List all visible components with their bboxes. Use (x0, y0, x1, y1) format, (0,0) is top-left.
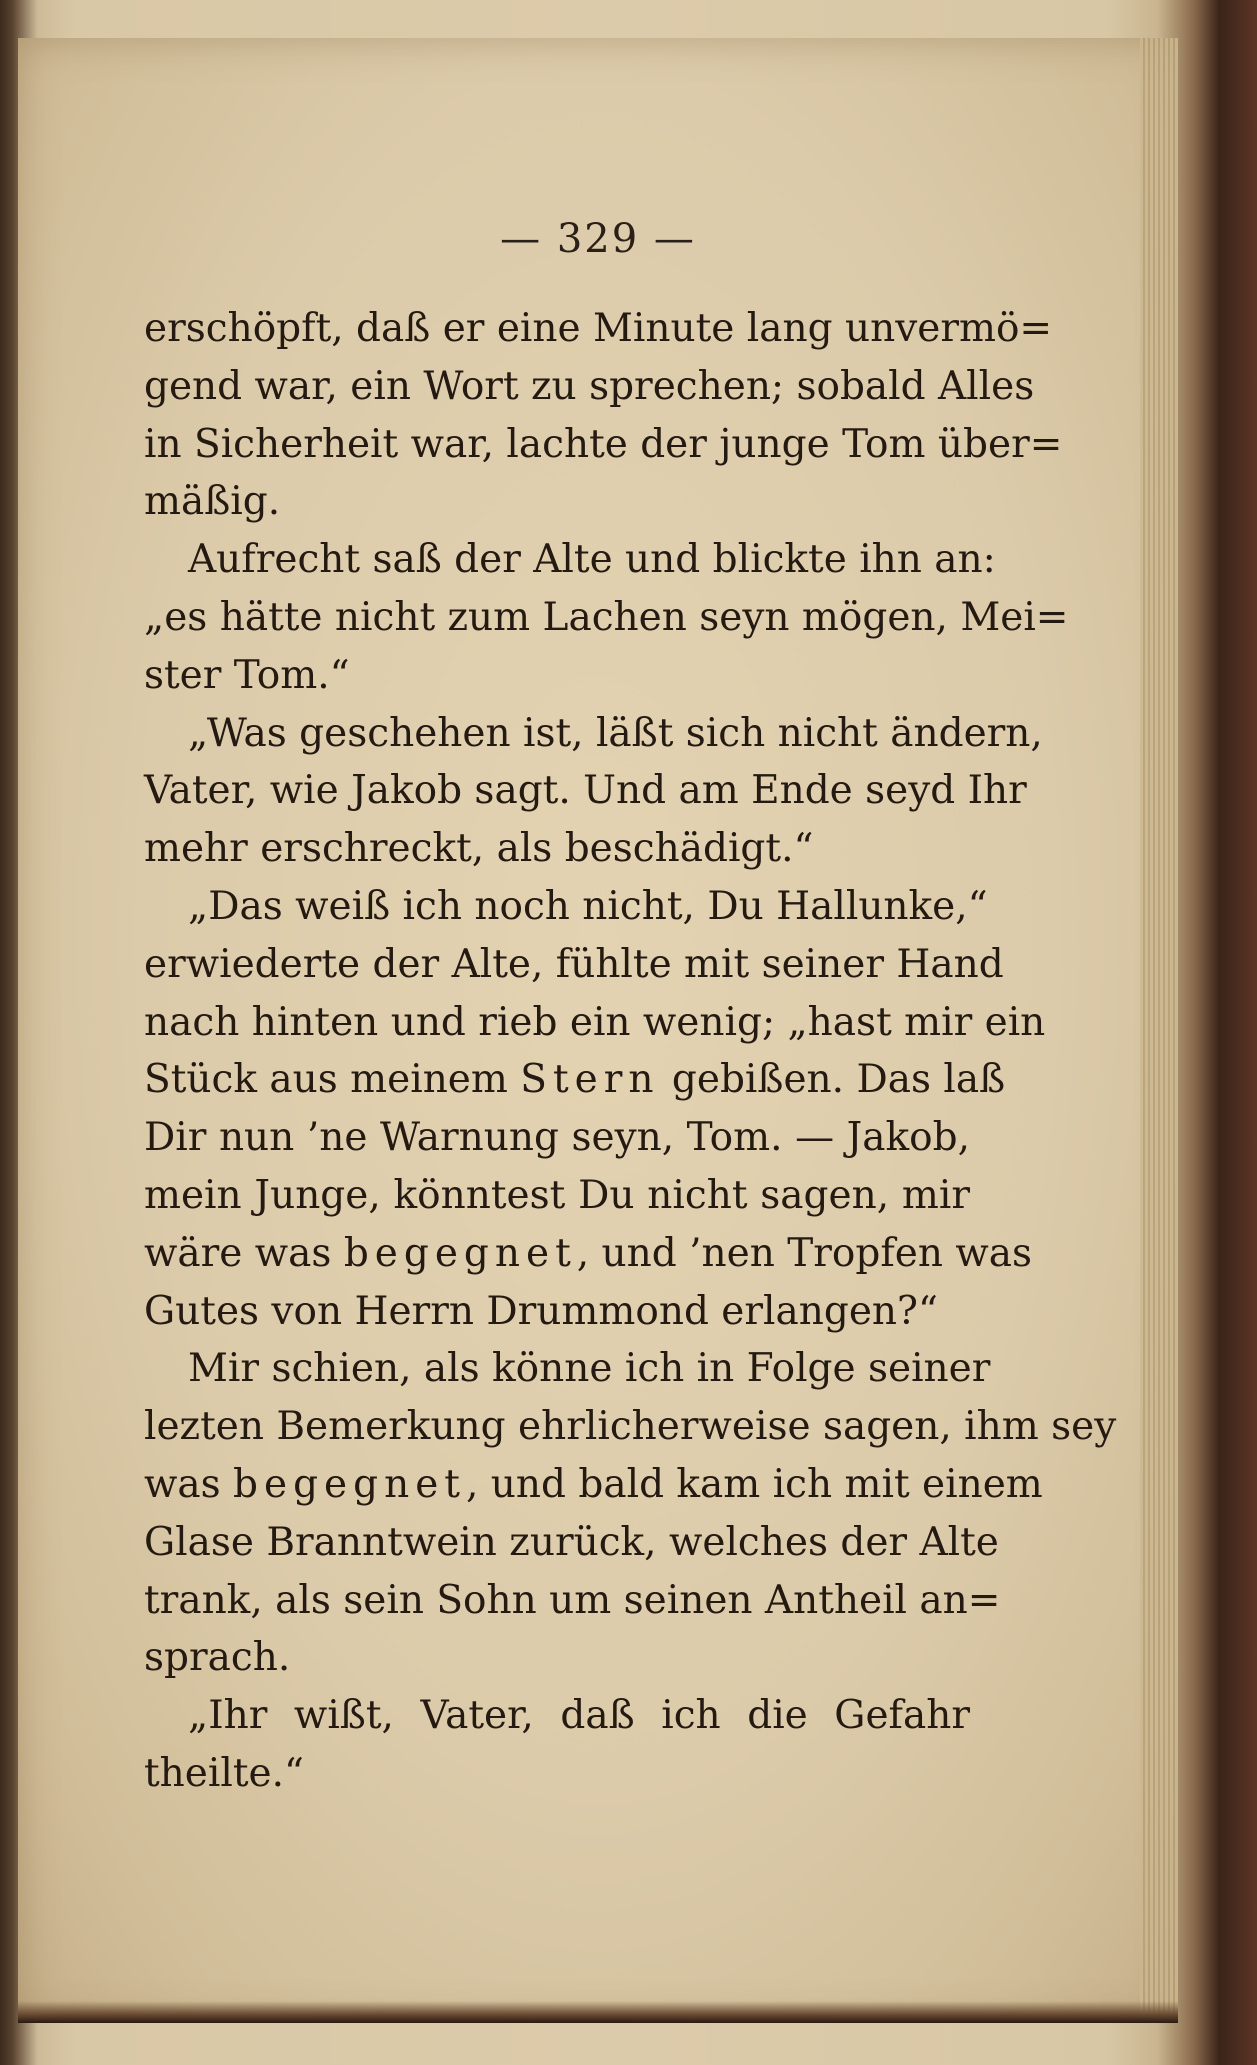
text-segment: , und bald kam ich mit einem (465, 1461, 1043, 1507)
text-segment: „Was geschehen ist, läßt sich nicht ändern, (188, 710, 1043, 756)
text-line (144, 647, 970, 705)
text-segment: trank, als sein Sohn um seinen Antheil an= (144, 1577, 1001, 1623)
emphasized-word: begegnet (343, 1230, 577, 1276)
text-line (144, 589, 1069, 647)
text-line (144, 1456, 1043, 1514)
text-line (144, 878, 988, 936)
text-line (144, 416, 1063, 474)
text-line (144, 1167, 970, 1225)
book-page (18, 38, 1178, 2023)
text-line (144, 705, 1043, 763)
text-segment: Gutes von Herrn Drummond erlangen?“ (144, 1288, 938, 1334)
page-bottom-shadow (18, 2001, 1178, 2023)
text-segment: was (144, 1461, 234, 1507)
text-line (144, 473, 970, 531)
text-segment: lezten Bemerkung ehrlicherweise sagen, ihm sey (144, 1404, 1117, 1450)
text-line (144, 1572, 1001, 1630)
text-segment: Stück aus meinem (144, 1057, 521, 1103)
text-segment: in Sicherheit war, lachte der junge Tom über= (144, 421, 1063, 467)
text-segment: „Das weiß ich noch nicht, Du Hallunke,“ (188, 883, 988, 929)
text-segment: mehr erschreckt, als beschädigt.“ (144, 826, 814, 872)
text-line (144, 1225, 1033, 1283)
text-segment: nach hinten und rieb ein wenig; „hast mir ein (144, 999, 1046, 1045)
text-line (144, 1398, 1117, 1456)
text-segment: theilte.“ (144, 1750, 304, 1796)
text-segment: Dir nun ’ne Warnung seyn, Tom. — Jakob, (144, 1115, 970, 1161)
page-edge-stack (1140, 38, 1178, 2023)
text-segment: gebißen. Das laß (659, 1057, 1006, 1103)
text-segment: „Ihr wißt, Vater, daß ich die Gefahr (188, 1693, 970, 1739)
text-line (144, 762, 1027, 820)
text-segment: wäre was (144, 1230, 344, 1276)
text-line (144, 994, 1046, 1052)
emphasized-word: begegnet (233, 1461, 466, 1507)
text-segment: ster Tom.“ (144, 652, 350, 698)
text-line (144, 1109, 970, 1167)
text-segment: Vater, wie Jakob sagt. Und am Ende seyd Ihr (144, 768, 1027, 814)
text-line (144, 936, 1004, 994)
text-segment: erschöpft, daß er eine Minute lang unvermö= (144, 306, 1053, 351)
text-segment: erwiederte der Alte, fühlte mit seiner Hand (144, 941, 1004, 987)
text-line (144, 1051, 1006, 1109)
text-segment: , und ’nen Tropfen was (576, 1230, 1033, 1276)
emphasized-word: Stern (520, 1057, 660, 1103)
text-segment: mäßig. (144, 479, 281, 525)
text-segment: gend war, ein Wort zu sprechen; sobald Alles (144, 363, 1035, 409)
text-line (144, 1340, 991, 1398)
text-segment: Mir schien, als könne ich in Folge seiner (188, 1346, 991, 1392)
text-line (144, 1745, 970, 1803)
text-segment: Aufrecht saß der Alte und blickte ihn an: (188, 537, 996, 583)
text-line (144, 820, 970, 878)
page-body-text (144, 300, 1117, 1803)
text-line (144, 1283, 970, 1341)
text-line (144, 358, 1035, 416)
text-segment: mein Junge, könntest Du nicht sagen, mir (144, 1172, 970, 1218)
text-line (144, 1629, 970, 1687)
text-line (144, 531, 996, 589)
text-line (144, 1687, 970, 1745)
text-segment: „es hätte nicht zum Lachen seyn mögen, Mei= (144, 594, 1069, 640)
page-number-header: — 329 — (500, 216, 696, 262)
text-line (144, 1514, 999, 1572)
text-segment: Glase Branntwein zurück, welches der Alte (144, 1519, 999, 1565)
text-line (144, 300, 1053, 358)
text-segment: sprach. (144, 1635, 291, 1681)
